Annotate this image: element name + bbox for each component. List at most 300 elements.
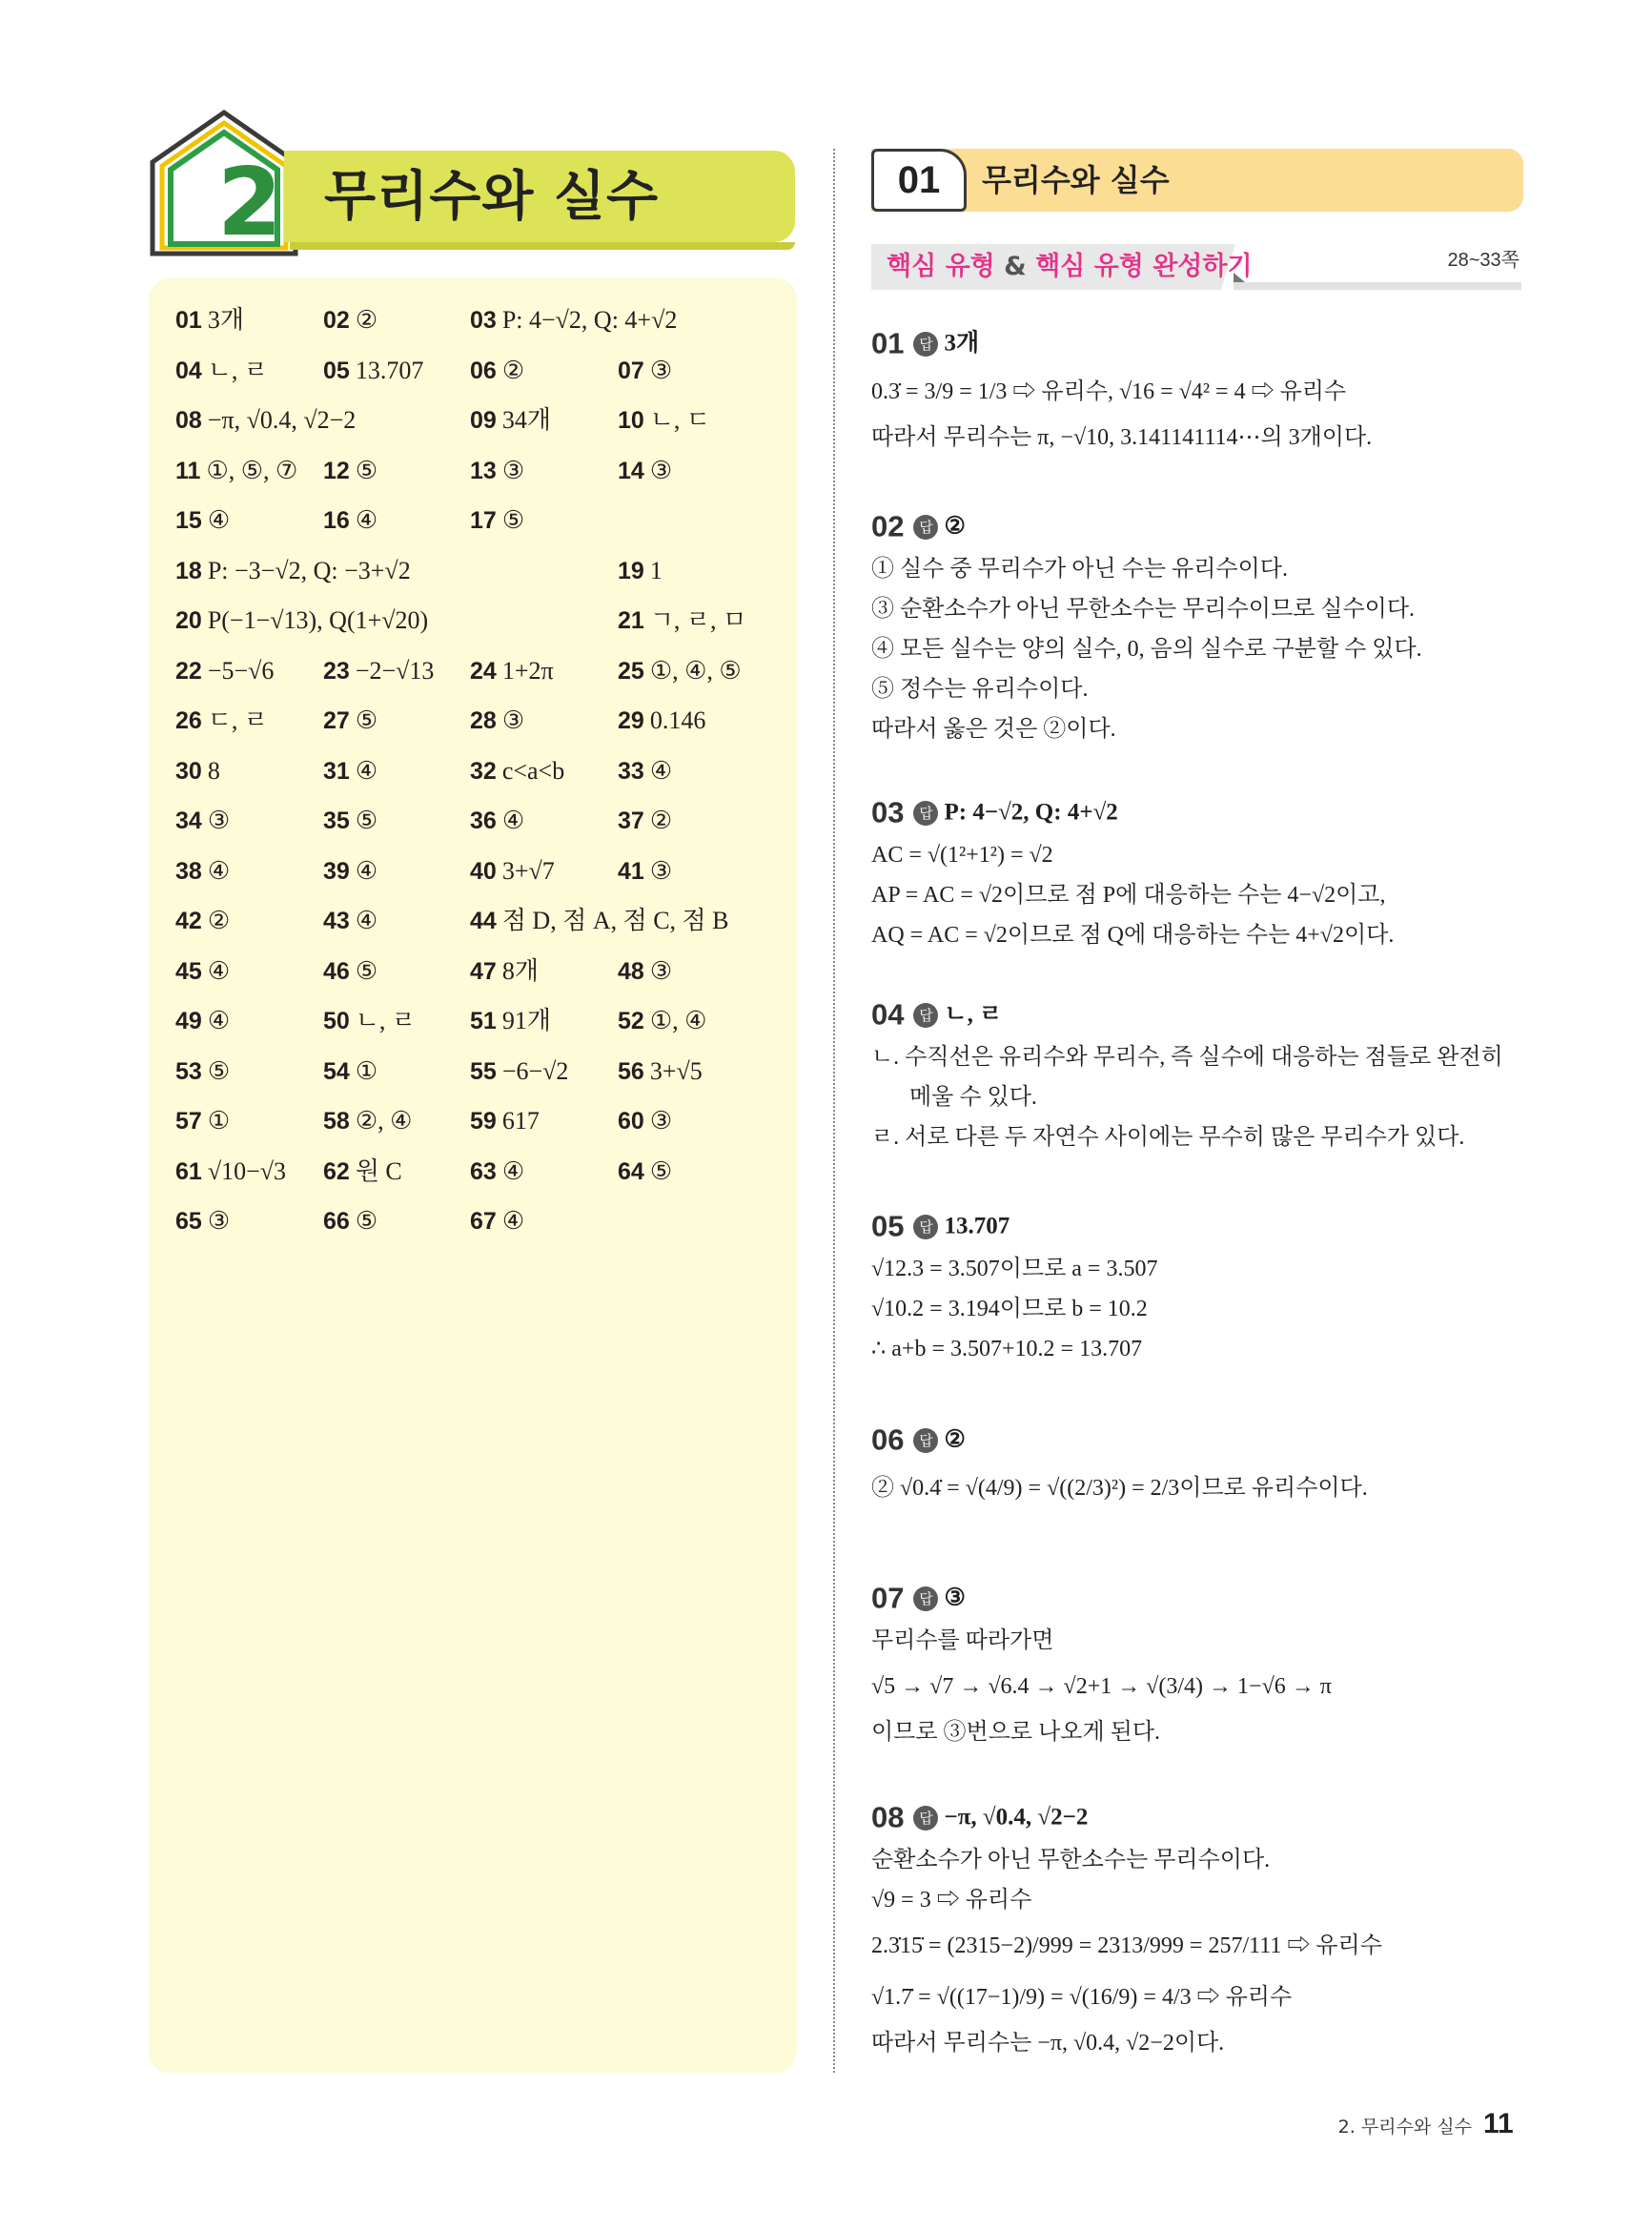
answer-item: [618, 750, 672, 792]
answer-number: 34: [175, 808, 202, 834]
answer-row: [175, 450, 785, 501]
answer-value: ④: [649, 756, 673, 785]
answer-number: 09: [470, 407, 497, 434]
solution-header: [871, 503, 1529, 549]
answer-number: 39: [323, 857, 350, 885]
answer-badge-icon: 답: [913, 1428, 938, 1453]
answer-number: 14: [618, 457, 644, 484]
answer-item: [175, 500, 230, 542]
answer-row: [175, 700, 785, 750]
answer-number: 54: [323, 1057, 350, 1085]
answer-number: 30: [175, 757, 202, 785]
answer-item: [175, 700, 268, 742]
answer-value: 3+√5: [649, 1056, 703, 1085]
answer-row: [175, 750, 785, 801]
solution-answer: ②: [944, 513, 966, 540]
answer-number: 64: [618, 1157, 644, 1185]
answer-item: [470, 750, 564, 792]
answer-item: [323, 700, 377, 742]
solution-block: [871, 1203, 1529, 1369]
answer-value: ⑤: [355, 456, 378, 484]
answer-number: 07: [618, 357, 644, 384]
answer-number: 12: [323, 457, 350, 484]
answer-value: −π, √0.4, √2−2: [207, 406, 357, 434]
answer-value: ③: [501, 706, 525, 734]
solution-line: ② √0.4̇ = √(4/9) = √((2/3)²) = 2/3이므로 유리수이다.: [871, 1476, 1368, 1501]
section-header: [871, 149, 1523, 212]
answer-number: 50: [323, 1008, 350, 1034]
answer-item: [175, 600, 428, 642]
answer-value: ①, ④, ⑤: [649, 656, 742, 685]
answer-number: 38: [175, 857, 202, 885]
answer-number: 08: [175, 407, 202, 434]
answer-number: 27: [323, 707, 350, 734]
answer-value: 8: [207, 756, 220, 785]
answer-item: [470, 951, 539, 992]
answer-number: 20: [175, 607, 202, 634]
answer-item: [323, 1151, 402, 1193]
solution-number: 07: [871, 1581, 905, 1615]
answer-value: ④: [501, 807, 525, 834]
answer-number: 26: [175, 707, 202, 734]
answer-item: [323, 1100, 412, 1142]
answer-row: [175, 800, 785, 850]
answer-row: [175, 500, 785, 550]
answer-value: 91개: [501, 1007, 551, 1034]
answer-item: [323, 299, 377, 341]
answer-item: [470, 399, 551, 441]
answer-number: 55: [470, 1057, 497, 1085]
solution-line: 무리수를 따라가면: [871, 1628, 1054, 1653]
answer-value: ⑤: [649, 1156, 673, 1185]
answer-value: c<a<b: [501, 756, 565, 785]
answer-value: 점 D, 점 A, 점 C, 점 B: [501, 907, 729, 934]
solution-line: ③ 순환소수가 아닌 무한소수는 무리수이므로 실수이다.: [871, 597, 1416, 622]
answer-number: 40: [470, 857, 497, 885]
solution-line: ㄴ. 수직선은 유리수와 무리수, 즉 실수에 대응하는 점들로 완전히: [871, 1045, 1503, 1070]
answer-item: [470, 900, 729, 942]
answer-row: [175, 1100, 785, 1151]
answer-number: 25: [618, 657, 644, 685]
solution-line: 따라서 무리수는 −π, √0.4, √2−2이다.: [871, 2031, 1225, 2056]
solution-block: [871, 320, 1529, 458]
answer-item: [618, 850, 672, 892]
answer-item: [175, 650, 274, 692]
solution-line: ㄹ. 서로 다른 두 자연수 사이에는 무수히 많은 무리수가 있다.: [871, 1125, 1465, 1150]
solution-line: 따라서 옳은 것은 ②이다.: [871, 717, 1116, 742]
answer-item: [175, 750, 220, 792]
solution-block: [871, 789, 1529, 955]
answer-number: 31: [323, 757, 350, 785]
answer-item: [618, 800, 672, 842]
answer-item: [618, 1051, 703, 1093]
answer-value: ③: [649, 856, 673, 885]
answer-item: [175, 550, 411, 592]
answer-item: [618, 600, 746, 642]
solution-answer: −π, √0.4, √2−2: [944, 1804, 1089, 1831]
section-title: 무리수와 실수: [982, 162, 1170, 198]
solution-block: [871, 992, 1529, 1157]
answer-item: [175, 1151, 286, 1193]
solution-line: 따라서 무리수는 π, −√10, 3.141141114⋯의 3개이다.: [871, 425, 1373, 450]
footer-chapter: 2. 무리수와 실수: [1337, 2117, 1472, 2138]
answer-number: 56: [618, 1057, 644, 1085]
answer-item: [175, 450, 297, 492]
solution-line: AQ = AC = √2이므로 점 Q에 대응하는 수는 4+√2이다.: [871, 923, 1395, 948]
answer-value: ④: [207, 956, 231, 985]
answer-value: ㄴ, ㄹ: [355, 1007, 417, 1034]
answer-badge-icon: 답: [913, 515, 938, 540]
answer-row: [175, 1200, 785, 1251]
answer-number: 22: [175, 657, 202, 685]
solution-line: 0.3̇ = 3/9 = 1/3 ⇨ 유리수, √16 = √4² = 4 ⇨ 유리수: [871, 379, 1347, 404]
answer-item: [323, 350, 423, 392]
solution-answer: ②: [944, 1426, 966, 1453]
answer-number: 49: [175, 1008, 202, 1034]
answer-value: 617: [501, 1107, 540, 1135]
answer-value: P: −3−√2, Q: −3+√2: [207, 556, 411, 584]
answer-value: −2−√13: [355, 656, 435, 685]
answer-value: 3+√7: [501, 856, 555, 885]
answer-item: [175, 399, 356, 441]
answer-item: [323, 951, 377, 992]
answer-item: [175, 850, 230, 892]
answer-number: 06: [470, 357, 497, 384]
type-bar-line: [1234, 282, 1521, 290]
answer-number: 21: [618, 607, 644, 634]
answer-number: 23: [323, 657, 350, 685]
answer-number: 17: [470, 507, 497, 534]
answer-number: 04: [175, 357, 202, 384]
answer-number: 13: [470, 457, 497, 484]
answer-number: 44: [470, 908, 497, 934]
answer-number: 65: [175, 1208, 202, 1235]
answer-value: −6−√2: [501, 1056, 569, 1085]
answer-number: 02: [323, 307, 350, 334]
answer-value: ②: [649, 807, 673, 834]
answer-value: 0.146: [649, 706, 706, 734]
answer-number: 48: [618, 957, 644, 985]
answer-value: ㄴ, ㄹ: [207, 356, 269, 384]
answer-number: 03: [470, 307, 497, 334]
answer-number: 57: [175, 1108, 202, 1135]
answer-value: ⑤: [207, 1056, 231, 1085]
solution-header: [871, 1417, 1529, 1463]
answer-value: ⑤: [355, 956, 378, 985]
answer-row: [175, 1051, 785, 1101]
answer-item: [470, 1200, 524, 1242]
answer-item: [323, 650, 434, 692]
answer-number: 67: [470, 1208, 497, 1235]
solution-number: 04: [871, 997, 905, 1032]
answer-item: [175, 951, 230, 992]
answer-number: 52: [618, 1008, 644, 1034]
solution-line: ∴ a+b = 3.507+10.2 = 13.707: [871, 1337, 1143, 1361]
solution-line: ① 실수 중 무리수가 아닌 수는 유리수이다.: [871, 557, 1288, 582]
answer-item: [470, 500, 524, 542]
answer-value: ⑤: [355, 1207, 378, 1235]
answer-value: ④: [207, 856, 231, 885]
answer-item: [470, 450, 524, 492]
answer-item: [618, 951, 672, 992]
answer-number: 28: [470, 707, 497, 734]
answer-item: [618, 350, 672, 392]
type-bar-part1: 핵심 유형: [887, 252, 995, 281]
answer-value: 1: [649, 556, 663, 584]
answer-item: [175, 350, 268, 392]
answer-number: 42: [175, 908, 202, 934]
answer-badge-icon: 답: [913, 1215, 938, 1239]
answer-row: [175, 550, 785, 601]
solution-line: √5 → √7 → √6.4 → √2+1 → √(3/4) → 1−√6 → π: [871, 1674, 1332, 1699]
solution-answer: 13.707: [944, 1213, 1010, 1239]
answer-item: [175, 1051, 230, 1093]
answer-number: 63: [470, 1157, 497, 1185]
page-number: 11: [1483, 2108, 1514, 2139]
solution-answer: P: 4−√2, Q: 4+√2: [944, 799, 1118, 826]
solution-header: [871, 1203, 1529, 1249]
answer-value: ④: [501, 1207, 525, 1235]
answer-number: 35: [323, 808, 350, 834]
solution-block: [871, 503, 1529, 749]
answer-row: [175, 600, 785, 650]
answer-value: ①, ④: [649, 1007, 707, 1034]
answer-value: ⑤: [355, 706, 378, 734]
solution-answer: ③: [944, 1585, 966, 1611]
answer-item: [323, 500, 377, 542]
answer-number: 29: [618, 707, 644, 734]
answer-number: 36: [470, 808, 497, 834]
solution-line: √1.7̇ = √((17−1)/9) = √(16/9) = 4/3 ⇨ 유리수: [871, 1985, 1293, 2010]
answer-value: ③: [207, 1207, 231, 1235]
answer-item: [618, 650, 742, 692]
answer-number: 60: [618, 1108, 644, 1135]
solution-line: AC = √(1²+1²) = √2: [871, 843, 1053, 868]
answer-row: [175, 1151, 785, 1201]
answer-item: [323, 850, 377, 892]
answer-item: [470, 650, 554, 692]
answer-item: [618, 1100, 672, 1142]
answer-value: √10−√3: [207, 1156, 287, 1185]
answer-value: ③: [649, 1107, 673, 1135]
solution-line: √12.3 = 3.507이므로 a = 3.507: [871, 1257, 1158, 1281]
answer-value: ⑤: [501, 506, 525, 534]
answer-row: [175, 900, 785, 951]
answer-item: [175, 1100, 230, 1142]
answer-value: ④: [355, 856, 378, 885]
answer-number: 59: [470, 1108, 497, 1135]
answer-value: ②: [355, 306, 378, 334]
answer-number: 24: [470, 657, 497, 685]
answer-number: 58: [323, 1108, 350, 1135]
answer-value: −5−√6: [207, 656, 275, 685]
answer-badge-icon: 답: [913, 801, 938, 826]
answer-value: 13.707: [355, 356, 424, 384]
answer-number: 41: [618, 857, 644, 885]
answer-row: [175, 299, 785, 350]
answer-value: 34개: [501, 406, 551, 434]
answer-number: 43: [323, 908, 350, 934]
answer-value: ②, ④: [355, 1107, 413, 1135]
answer-item: [618, 1151, 672, 1193]
answer-badge-icon: 답: [913, 1586, 938, 1611]
answer-value: ㄱ, ㄹ, ㅁ: [649, 606, 747, 634]
answer-value: ⑤: [355, 807, 378, 834]
solution-line: ⑤ 정수는 유리수이다.: [871, 677, 1089, 702]
solution-number: 02: [871, 509, 905, 543]
answer-badge-icon: 답: [913, 1003, 938, 1028]
answer-number: 66: [323, 1208, 350, 1235]
answer-number: 33: [618, 757, 644, 785]
solution-line: √9 = 3 ⇨ 유리수: [871, 1888, 1032, 1913]
answer-row: [175, 650, 785, 701]
solution-block: [871, 1794, 1529, 2063]
answer-item: [470, 1151, 524, 1193]
solution-header: [871, 789, 1529, 835]
answer-number: 11: [175, 457, 201, 484]
answer-value: 8개: [501, 956, 539, 985]
answer-row: [175, 350, 785, 400]
answer-number: 15: [175, 507, 202, 534]
answer-value: ①: [207, 1107, 231, 1135]
solution-line: √10.2 = 3.194이므로 b = 10.2: [871, 1297, 1148, 1321]
answer-item: [618, 550, 663, 592]
answer-item: [175, 299, 244, 341]
type-bar-label: [887, 244, 1253, 290]
answer-value: P(−1−√13), Q(1+√20): [207, 606, 429, 634]
answer-value: ④: [501, 1156, 525, 1185]
answer-item: [323, 1051, 377, 1093]
answer-item: [323, 800, 377, 842]
type-bar-amp: &: [1004, 252, 1027, 281]
answer-item: [618, 700, 705, 742]
answer-number: 10: [618, 407, 644, 434]
solution-header: [871, 1575, 1529, 1621]
answer-item: [618, 399, 710, 441]
solution-answer: 3개: [944, 330, 980, 357]
answer-value: P: 4−√2, Q: 4+√2: [501, 306, 678, 334]
answer-number: 53: [175, 1057, 202, 1085]
answer-number: 51: [470, 1008, 497, 1034]
answer-item: [175, 900, 230, 942]
type-bar: [871, 244, 1521, 290]
answer-number: 16: [323, 507, 350, 534]
answer-row: [175, 1000, 785, 1051]
answer-number: 19: [618, 557, 644, 584]
solution-line: 순환소수가 아닌 무한소수는 무리수이다.: [871, 1848, 1271, 1872]
answer-value: ③: [649, 956, 673, 985]
answer-number: 18: [175, 557, 202, 584]
answer-number: 32: [470, 757, 497, 785]
solution-header: [871, 1794, 1529, 1840]
answer-value: 원 C: [355, 1156, 402, 1185]
answer-item: [470, 850, 555, 892]
section-number-badge: 01: [871, 149, 967, 212]
chapter-title: 무리수와 실수: [324, 166, 660, 228]
answer-value: ④: [207, 1007, 231, 1034]
type-bar-part2: 핵심 유형 완성하기: [1035, 252, 1253, 281]
answer-item: [470, 1000, 551, 1042]
answer-item: [470, 800, 524, 842]
answer-item: [323, 450, 377, 492]
answer-badge-icon: 답: [913, 332, 938, 357]
answer-number: 62: [323, 1157, 350, 1185]
solution-number: 05: [871, 1209, 905, 1243]
solution-number: 06: [871, 1422, 905, 1457]
answer-value: ④: [207, 506, 231, 534]
answer-badge-icon: 답: [913, 1806, 938, 1831]
answer-item: [323, 1200, 377, 1242]
solution-block: [871, 1575, 1529, 1752]
answer-number: 46: [323, 957, 350, 985]
answer-value: ①: [355, 1056, 378, 1085]
answer-number: 61: [175, 1157, 202, 1185]
solution-block: [871, 1417, 1529, 1514]
answer-row: [175, 951, 785, 1001]
answer-value: ㄷ, ㄹ: [207, 706, 269, 734]
solution-header: [871, 320, 1529, 366]
solution-line: 메울 수 있다.: [909, 1085, 1037, 1110]
answer-item: [323, 900, 377, 942]
answer-item: [618, 450, 672, 492]
chapter-number: 2: [216, 149, 283, 257]
answer-key-grid: [175, 299, 785, 1251]
answer-value: ③: [207, 807, 231, 834]
answer-number: 05: [323, 357, 350, 384]
answer-item: [470, 299, 677, 341]
page-range: 28~33쪽: [1447, 250, 1519, 271]
answer-item: [618, 1000, 706, 1042]
answer-number: 37: [618, 808, 644, 834]
solution-line: 2.3̇15̇ = (2315−2)/999 = 2313/999 = 257/111 ⇨ 유리수: [871, 1933, 1382, 1958]
answer-number: 45: [175, 957, 202, 985]
answer-item: [470, 350, 524, 392]
solution-line: 이므로 ③번으로 나오게 된다.: [871, 1720, 1161, 1745]
solution-number: 01: [871, 326, 905, 360]
answer-value: 3개: [207, 306, 244, 334]
answer-row: [175, 399, 785, 450]
answer-item: [323, 750, 377, 792]
answer-value: ②: [501, 356, 525, 384]
answer-number: 47: [470, 957, 497, 985]
answer-row: [175, 850, 785, 901]
answer-number: 01: [175, 307, 202, 334]
answer-item: [470, 1051, 568, 1093]
solution-line: AP = AC = √2이므로 점 P에 대응하는 수는 4−√2이고,: [871, 883, 1386, 908]
answer-value: ④: [355, 506, 378, 534]
answer-value: ④: [355, 907, 378, 934]
column-divider: [833, 149, 835, 2073]
answer-value: ③: [649, 356, 673, 384]
solution-answer: ㄴ, ㄹ: [944, 1001, 1003, 1028]
answer-value: ④: [355, 756, 378, 785]
answer-value: ③: [501, 456, 525, 484]
answer-value: ③: [649, 456, 673, 484]
solution-number: 08: [871, 1800, 905, 1834]
answer-item: [470, 700, 524, 742]
answer-value: ①, ⑤, ⑦: [206, 456, 298, 484]
answer-item: [175, 800, 230, 842]
answer-item: [175, 1000, 230, 1042]
answer-value: 1+2π: [501, 656, 554, 685]
solution-header: [871, 992, 1529, 1037]
answer-item: [323, 1000, 416, 1042]
answer-item: [470, 1100, 540, 1142]
solution-number: 03: [871, 795, 905, 829]
solution-line: ④ 모든 실수는 양의 실수, 0, 음의 실수로 구분할 수 있다.: [871, 637, 1422, 662]
answer-item: [175, 1200, 230, 1242]
answer-value: ②: [207, 907, 231, 934]
